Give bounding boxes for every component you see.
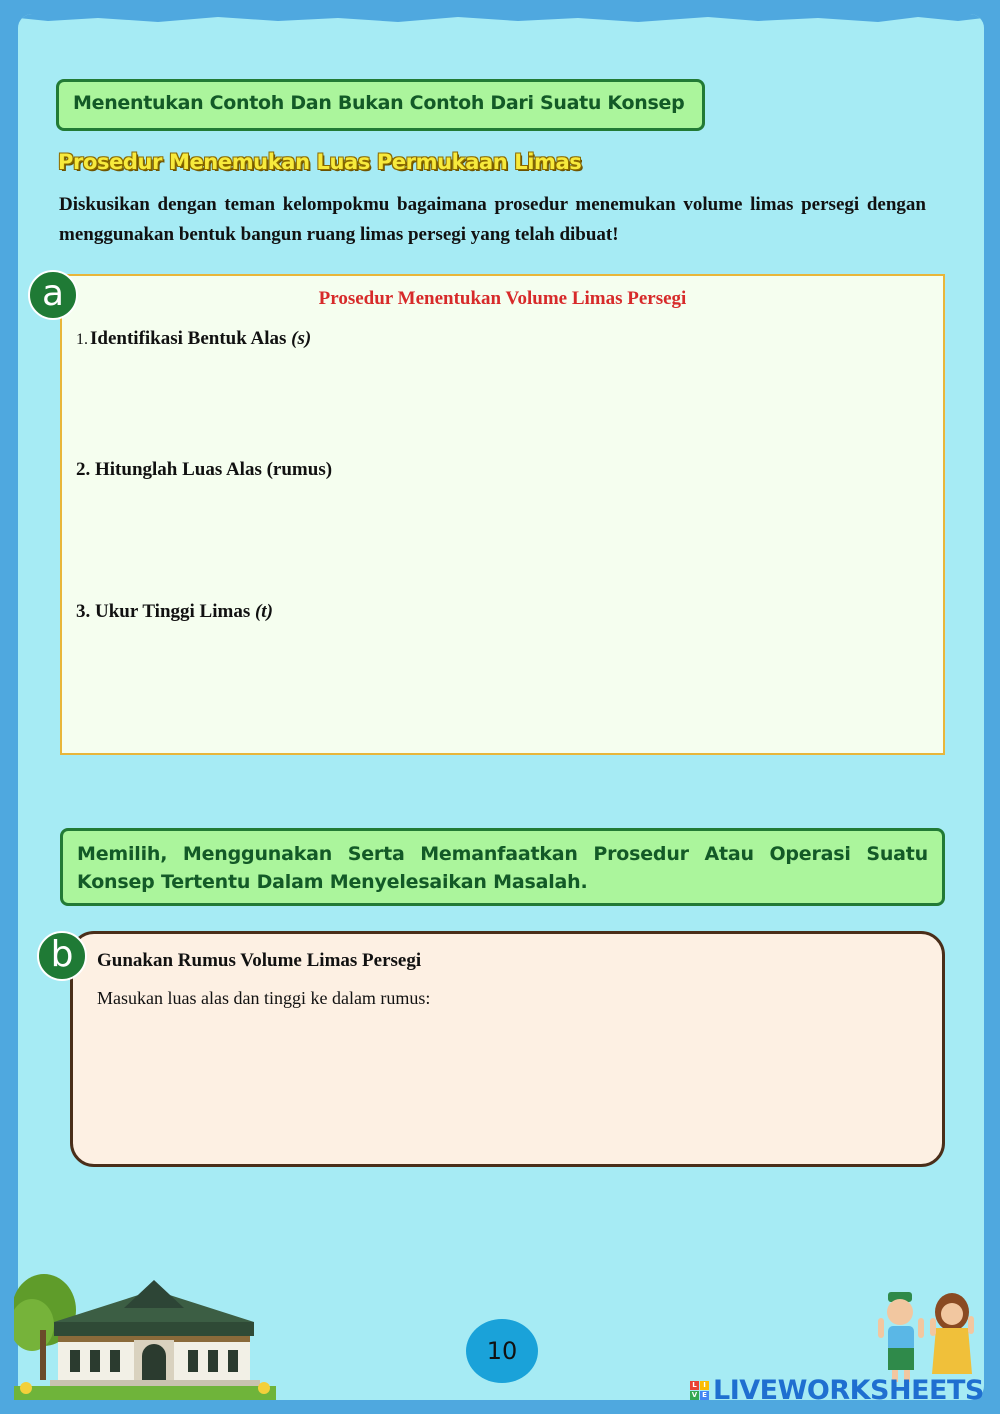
step-3 [76, 601, 273, 623]
logo-text: LIVEWORKSHEETS [713, 1375, 984, 1406]
formula-title: Gunakan Rumus Volume Limas Persegi [97, 950, 422, 971]
step-variable: (s) [291, 328, 312, 349]
procedure-title: Prosedur Menentukan Volume Limas Persegi [318, 288, 687, 309]
section-b-badge: b [37, 931, 87, 981]
logo-mark-icon: L I V E [690, 1381, 709, 1400]
liveworksheets-logo [690, 1375, 984, 1406]
step-1 [76, 328, 311, 350]
formula-instruction: Masukan luas alas dan tinggi ke dalam rumus: [97, 988, 431, 1008]
page-number: 10 [466, 1319, 538, 1383]
step-number: 2. [76, 459, 91, 480]
section-a-badge: a [28, 270, 78, 320]
step-label: Identifikasi Bentuk Alas [90, 328, 287, 349]
section-heading-procedure: Memilih, Menggunakan Serta Memanfaatkan Prosedur Atau Operasi Suatu Konsep Tertentu Dalam Menyelesaikan Masalah. [60, 828, 945, 906]
mosque-illustration [14, 1270, 276, 1400]
children-illustration [874, 1288, 984, 1384]
intro-text: Diskusikan dengan teman kelompokmu bagaimana prosedur menemukan volume limas persegi dengan menggunakan bentuk bangun ruang limas persegi yang telah dibuat! [59, 194, 926, 245]
subtitle: Prosedur Menemukan Luas Permukaan Limas [58, 150, 582, 174]
formula-box [70, 931, 945, 1167]
step-variable: (t) [254, 601, 273, 622]
step-number: 1. [76, 331, 88, 348]
step-label: Hitunglah Luas Alas (rumus) [95, 459, 333, 480]
section-heading-concept: Menentukan Contoh Dan Bukan Contoh Dari Suatu Konsep [56, 79, 705, 131]
procedure-box [60, 274, 945, 755]
step-number: 3. [76, 601, 91, 622]
torn-edge-top [18, 14, 984, 24]
step-2 [76, 459, 332, 481]
step-label: Ukur Tinggi Limas [95, 601, 251, 622]
